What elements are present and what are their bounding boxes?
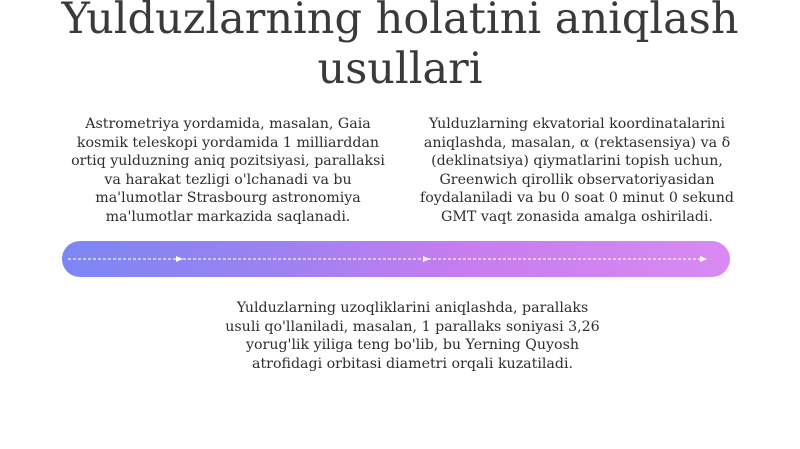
slide-title: Yulduzlarning holatini aniqlash usullari xyxy=(61,0,739,94)
timeline-bar xyxy=(62,241,730,277)
distance-parallax-text: Yulduzlarning uzoqliklarini aniqlashda, parallaks usuli qo'llaniladi, masalan, 1 parallaks soniyasi 3,26 yorug'lik yiliga teng bo'lib, bu Yerning Quyosh atrofidagi orbitasi diametri orqali kuzatiladi. xyxy=(225,300,600,372)
arrow-icon xyxy=(176,256,183,262)
arrow-icon xyxy=(423,256,430,262)
timeline-arrows xyxy=(62,241,730,277)
arrow-icon xyxy=(700,256,707,262)
equatorial-coordinates-text: Yulduzlarning ekvatorial koordinatalarini aniqlashda, masalan, α (rektasensiya) va δ (deklinatsiya) qiymatlarini topish uchun, Greenwich qirollik observatoriyasidan foydalaniladi va bu 0 soat 0 minut 0 sekund GMT vaqt zonasida amalga oshiriladi. xyxy=(419,116,735,225)
astrometry-text: Astrometriya yordamida, masalan, Gaia kosmik teleskopi yordamida 1 milliarddan ortiq yulduzning aniq pozitsiyasi, parallaksi va harakat tezligi o'lchanadi va bu ma'lumotlar Strasbourg astronomiya ma'lumotlar markazida saqlanadi. xyxy=(71,116,385,225)
